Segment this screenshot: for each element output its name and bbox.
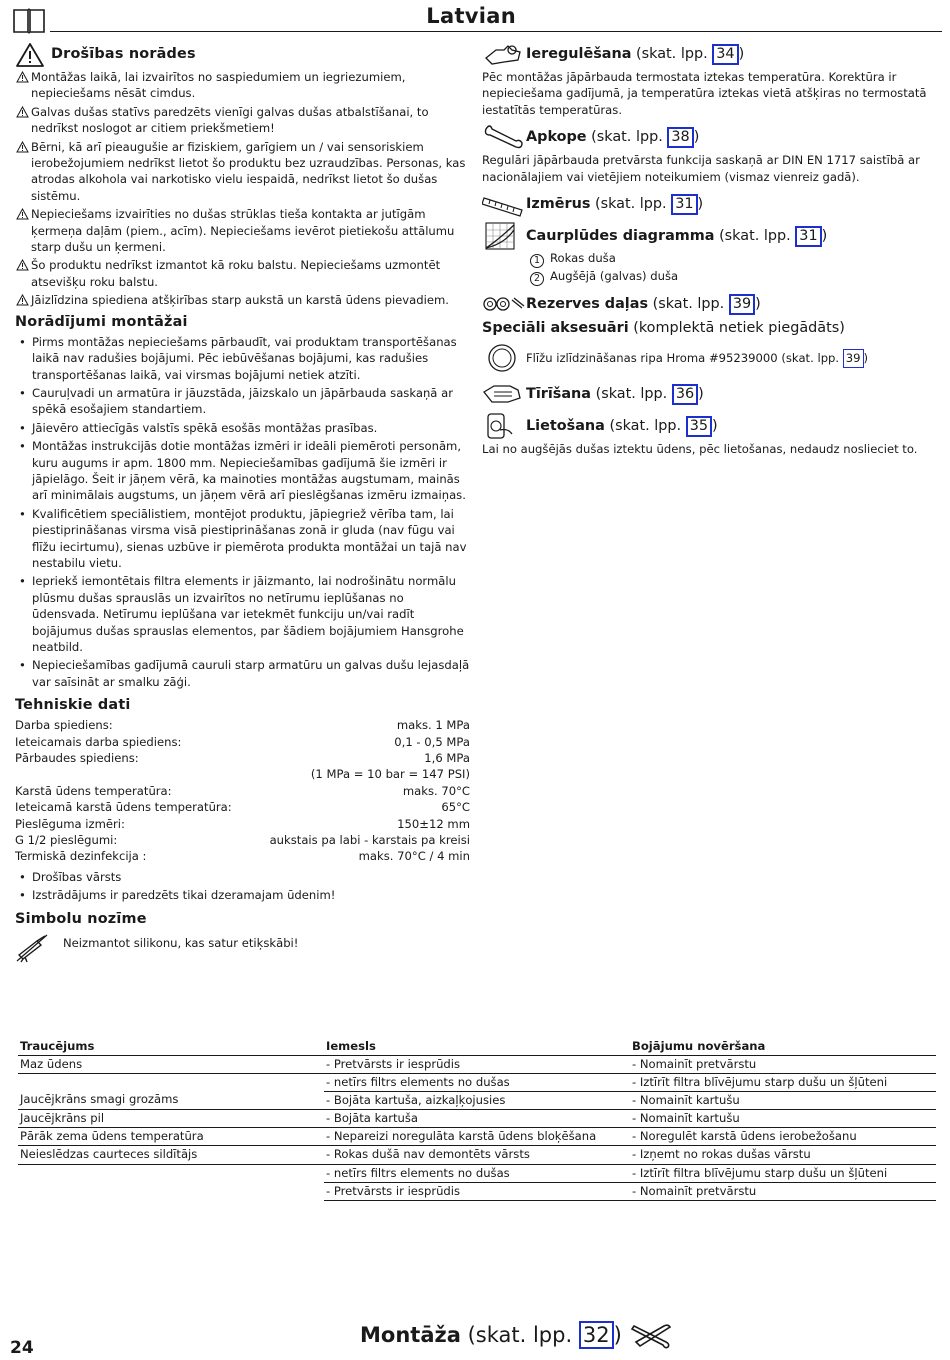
warning-triangle-icon — [16, 106, 29, 118]
silicone-gun-icon — [15, 933, 49, 963]
flow-diagram-title: Caurplūdes diagramma — [526, 227, 715, 244]
safety-item — [15, 139, 470, 205]
tech-row — [15, 832, 470, 848]
safety-item — [15, 257, 470, 290]
fix-cell: - Iztīrīt filtra blīvējumu starp dušu un šļūteni — [630, 1073, 936, 1091]
install-note-item: • Nepieciešamības gadījumā cauruli starp armatūru un galvas dušu lejasdaļā var saīsināt ar smalku zāģi. — [15, 657, 470, 690]
thermostat-hand-icon — [482, 40, 526, 68]
cause-cell: - Bojāta kartuša — [324, 1110, 630, 1128]
symbol-text: Neizmantot silikonu, kas satur etiķskābi! — [63, 935, 299, 950]
symbol-row — [15, 933, 470, 963]
cleaning-ref-close: ) — [698, 385, 704, 402]
fix-cell: - Iztīrīt filtra blīvējumu starp dušu un šļūteni — [630, 1164, 936, 1182]
warning-triangle-icon — [16, 141, 29, 153]
flow-ref: (skat. lpp. — [719, 227, 791, 244]
tile-disc-icon — [482, 342, 526, 374]
usage-title: Lietošana — [526, 417, 605, 434]
safety-item — [15, 206, 470, 255]
warning-triangle-icon — [16, 71, 29, 83]
tech-value: 65°C — [441, 800, 470, 815]
tech-label: Pārbaudes spiediens: — [15, 751, 139, 765]
usage-ref: (skat. lpp. — [609, 417, 682, 434]
fault-cell: Maz ūdens — [18, 1055, 324, 1073]
open-book-icon — [12, 6, 46, 34]
maintenance-heading — [482, 123, 937, 151]
accessories-title: Speciāli aksesuāri — [482, 320, 629, 337]
safety-item — [15, 104, 470, 137]
dimensions-page-link[interactable]: 31 — [671, 194, 697, 215]
accessory-ref-close: ) — [863, 350, 869, 365]
wrench-tools-icon — [630, 1320, 672, 1350]
tech-bullets — [15, 869, 470, 904]
cause-cell: - netīrs filtrs elements no dušas — [324, 1164, 630, 1182]
usage-page-link[interactable]: 35 — [686, 416, 712, 437]
install-note-item: • Cauruļvadi un armatūra ir jāuzstāda, jāizskalo un jāpārbauda saskaņā ar spēkā esošajiem standartiem. — [15, 385, 470, 418]
fault-cell — [18, 1164, 324, 1182]
tech-value: (1 MPa = 10 bar = 147 PSI) — [310, 767, 470, 782]
spares-heading — [482, 290, 937, 318]
adjust-ref: (skat. lpp. — [636, 45, 708, 62]
dimensions-title: Izmērus — [526, 195, 591, 212]
install-notes-list — [15, 334, 470, 691]
cleaning-page-link[interactable]: 36 — [672, 384, 698, 405]
safety-item-text: Galvas dušas statīvs paredzēts vienīgi galvas dušas atbalstīšanai, to nedrīkst noslogot ar citiem priekšmetiem! — [31, 104, 429, 136]
tech-bullet: • Drošības vārsts — [15, 869, 470, 885]
spares-page-link[interactable]: 39 — [729, 294, 755, 315]
maint-ref: (skat. lpp. — [591, 128, 663, 145]
flow-diagram-page-link[interactable]: 31 — [795, 226, 821, 247]
legend-text-1: Rokas duša — [550, 251, 616, 266]
tech-value: maks. 70°C / 4 min — [358, 849, 470, 864]
tech-bullet: • Izstrādājums ir paredzēts tikai dzeramajam ūdenim! — [15, 887, 470, 903]
fix-cell: - Izņemt no rokas dušas vārstu — [630, 1146, 936, 1164]
safety-item — [15, 292, 470, 308]
header-fault: Traucējums — [18, 1038, 324, 1055]
tech-value: aukstais pa labi - karstais pa kreisi — [269, 832, 470, 847]
tech-label: Pieslēguma izmēri: — [15, 816, 125, 831]
usage-hand-icon — [482, 412, 526, 440]
tech-row — [15, 717, 470, 733]
table-row — [18, 1182, 936, 1200]
adjust-heading — [482, 40, 937, 68]
tech-label: Termiskā dezinfekcija : — [15, 849, 147, 864]
spare-parts-icon — [482, 290, 526, 318]
cause-cell: - Pretvārsts ir iesprūdis — [324, 1055, 630, 1073]
spares-ref-close: ) — [755, 295, 761, 312]
cleaning-title: Tīrīšana — [526, 385, 592, 402]
install-note-item: • Montāžas instrukcijās dotie montāžas izmēri ir ideāli piemēroti personām, kuru augums ir apm. 1800 mm. Nepieciešamības gadījumā šie izmēri ir jāpielāgo. Šeit ir jāņem vērā, ka mainoties montāžas augstumam, mainās arī minimālais augstums, un jāņem vērā arī pieslēgšanas izmēru izmaiņas. — [15, 438, 470, 504]
fault-cell: Jaucējkrāns smagi grozāms — [18, 1091, 324, 1109]
tech-row — [15, 734, 470, 750]
safety-item-text: Montāžas laikā, lai izvairītos no saspiedumiem un iegriezumiem, nepieciešams nēsāt cimdus. — [31, 70, 406, 101]
cleaning-hand-icon — [482, 380, 526, 408]
install-note-item: • Pirms montāžas nepieciešams pārbaudīt, vai produktam transportēšanas laikā nav radušies bojājumi. Pēc iebūvēšanas bojājumi, kas radušies transportēšanas laikā, vai virsmas bojājumi netiek atzīti. — [15, 334, 470, 383]
symbols-title: Simbolu nozīme — [15, 910, 147, 927]
spares-title: Rezerves daļas — [526, 295, 649, 312]
troubleshooting-table — [18, 1038, 936, 1201]
safety-item-text: Bērni, kā arī pieaugušie ar fiziskiem, garīgiem un / vai sensoriskiem ierobežojumiem nedrīkst lietot šo produktu bez uzraudzības. Personas, kas atrodas alkohola vai narkotisko vielu iespaidā, nedrīkst lietot šo dušas sistēmu. — [31, 139, 466, 203]
page-number: 24 — [10, 1338, 34, 1358]
maintenance-text: Regulāri jāpārbauda pretvārsta funkcija saskaņā ar DIN EN 1717 saistībā ar nacionālajiem vai vietējiem noteikumiem (vismaz vienreiz gadā). — [482, 153, 920, 184]
tech-value: 1,6 MPa — [424, 751, 470, 765]
accessories-note: (komplektā netiek piegādāts) — [633, 320, 845, 337]
cause-cell: - Pretvārsts ir iesprūdis — [324, 1182, 630, 1200]
dims-ref: (skat. lpp. — [594, 195, 667, 212]
safety-heading — [15, 42, 470, 68]
footer-installation — [360, 1320, 672, 1350]
tech-label: Darba spiediens: — [15, 718, 113, 733]
adjust-page-link[interactable]: 34 — [712, 44, 738, 65]
cause-cell: - Rokas dušā nav demontēts vārsts — [324, 1146, 630, 1164]
cleaning-ref: (skat. lpp. — [595, 385, 668, 402]
maint-ref-close: ) — [693, 128, 700, 145]
warning-triangle-icon — [16, 294, 29, 306]
usage-ref-close: ) — [712, 417, 718, 434]
accessory-page-link[interactable]: 39 — [843, 349, 864, 368]
table-row — [18, 1073, 936, 1091]
warning-triangle-icon — [16, 259, 29, 271]
tech-label: G 1/2 pieslēgumi: — [15, 832, 118, 847]
table-row — [18, 1091, 936, 1109]
spares-ref: (skat. lpp. — [652, 295, 725, 312]
troubleshooting-body — [18, 1055, 936, 1201]
footer-ref: (skat. lpp. — [467, 1323, 573, 1347]
usage-heading — [482, 412, 937, 440]
dimensions-ruler-icon — [482, 190, 526, 218]
tech-label: Ieteicamais darba spiediens: — [15, 734, 182, 749]
tech-row — [15, 783, 470, 799]
fault-cell — [18, 1073, 324, 1091]
adjust-ref-close: ) — [738, 45, 745, 62]
fix-cell: - Noregulēt karstā ūdens ierobežošanu — [630, 1128, 936, 1146]
wrench-icon — [482, 123, 526, 151]
tech-row — [15, 766, 470, 782]
safety-item-text: Šo produktu nedrīkst izmantot kā roku balstu. Nepieciešams uzmontēt atsevišķu roku balstu. — [31, 258, 441, 289]
header-cause: Iemesls — [324, 1038, 630, 1055]
install-note-item: • Iepriekš iemontētais filtra elements ir jāizmanto, lai nodrošinātu normālu plūsmu dušas sprauslās un izvairītos no netīrumu ieplūšanas no ūdensvada. Netīrumu ieplūšana var ietekmēt funkciju un/vai radīt bojājumus dušas sprauslas elementos, par šādiem bojājumiem Hansgrohe neatbild. — [15, 573, 470, 655]
fix-cell: - Nomainīt pretvārstu — [630, 1055, 936, 1073]
legend-number-2: 2 — [530, 272, 544, 286]
fault-cell: Neieslēdzas caurteces sildītājs — [18, 1146, 324, 1164]
install-note-item: • Jāievēro attiecīgās valstīs spēkā esošās montāžas prasības. — [15, 420, 470, 436]
tech-value: 150±12 mm — [397, 816, 470, 831]
legend-number-1: 1 — [530, 254, 544, 268]
usage-text: Lai no augšējās dušas iztektu ūdens, pēc lietošanas, nedaudz noslieciet to. — [482, 442, 918, 457]
flow-legend-2 — [482, 268, 937, 286]
legend-text-2: Augšējā (galvas) duša — [550, 269, 679, 284]
tech-row — [15, 750, 470, 766]
flow-diagram-heading — [482, 222, 937, 250]
table-row — [18, 1055, 936, 1073]
accessory-text: Flīžu izlīdzināšanas ripa Hroma #95239000 (skat. lpp. — [526, 350, 840, 365]
footer-ref-close: ) — [613, 1323, 622, 1347]
footer-title: Montāža — [360, 1323, 461, 1347]
warning-triangle-icon — [16, 208, 29, 220]
cause-cell: - Nepareizi noregulāta karstā ūdens bloķēšana — [324, 1128, 630, 1146]
cleaning-heading — [482, 380, 937, 408]
fix-cell: - Nomainīt kartušu — [630, 1110, 936, 1128]
install-notes-title: Norādījumi montāžai — [15, 313, 188, 330]
maintenance-page-link[interactable]: 38 — [667, 127, 693, 148]
fix-cell: - Nomainīt pretvārstu — [630, 1182, 936, 1200]
table-header-row — [18, 1038, 936, 1055]
header-rule — [50, 31, 942, 32]
tech-data-title: Tehniskie dati — [15, 697, 131, 714]
maintenance-title: Apkope — [526, 128, 587, 145]
accessory-item — [482, 342, 937, 374]
safety-title: Drošības norādes — [51, 45, 196, 62]
table-row — [18, 1110, 936, 1128]
safety-item — [15, 69, 470, 102]
safety-item-text: Nepieciešams izvairīties no dušas strūklas tieša kontakta ar jutīgām ķermeņa daļām (piem., acīm). Nepieciešams ievērot pietiekošu attālumu starp dušu un ķermeni. — [31, 207, 455, 255]
tech-value: maks. 70°C — [402, 783, 470, 798]
flow-legend-1 — [482, 250, 937, 268]
table-row — [18, 1128, 936, 1146]
left-column — [15, 42, 470, 963]
flow-diagram-icon — [482, 222, 526, 250]
tech-label: Ieteicamā karstā ūdens temperatūra: — [15, 800, 232, 815]
table-row — [18, 1164, 936, 1182]
fault-cell: Pārāk zema ūdens temperatūra — [18, 1128, 324, 1146]
tech-value: 0,1 - 0,5 MPa — [394, 734, 470, 749]
adjust-text: Pēc montāžas jāpārbauda termostata iztekas temperatūra. Korektūra ir nepieciešama gadījumā, ja temperatūra iztekas vietā atšķiras no termostatā iestatītās temperatūras. — [482, 70, 927, 117]
flow-ref-close: ) — [821, 227, 828, 244]
adjust-title: Ieregulēšana — [526, 45, 632, 62]
cause-cell: - Bojāta kartuša, aizkaļķojusies — [324, 1091, 630, 1109]
tech-row — [15, 816, 470, 832]
tech-row — [15, 799, 470, 815]
tech-data-table — [15, 717, 470, 865]
safety-item-text: Jāizlīdzina spiediena atšķirības starp aukstā un karstā ūdens pievadiem. — [31, 293, 449, 308]
fix-cell: - Nomainīt kartušu — [630, 1091, 936, 1109]
table-row — [18, 1146, 936, 1164]
tech-label: Karstā ūdens temperatūra: — [15, 783, 172, 798]
footer-page-link[interactable]: 32 — [579, 1321, 614, 1349]
right-column — [482, 40, 937, 463]
page-language-title: Latvian — [426, 4, 516, 28]
header-fix: Bojājumu novēršana — [630, 1038, 936, 1055]
fault-cell — [18, 1182, 324, 1200]
cause-cell: - netīrs filtrs elements no dušas — [324, 1073, 630, 1091]
warning-triangle-icon — [15, 42, 45, 68]
tech-row — [15, 848, 470, 864]
safety-list — [15, 69, 470, 309]
tech-value: maks. 1 MPa — [396, 718, 470, 733]
fault-cell: Jaucējkrāns pil — [18, 1110, 324, 1128]
dimensions-heading — [482, 190, 937, 218]
accessories-heading — [482, 320, 937, 336]
dims-ref-close: ) — [697, 195, 704, 212]
install-note-item: • Kvalificētiem speciālistiem, montējot produktu, jāpiegriež vērība tam, lai piestiprināšanas virsma visā piestiprināšanas zonā ir gluda (nav fūgu vai flīžu iecirtumu), sienas uzbūve ir piemērota produkta montāžai un tajā nav nestabilu vietu. — [15, 506, 470, 572]
